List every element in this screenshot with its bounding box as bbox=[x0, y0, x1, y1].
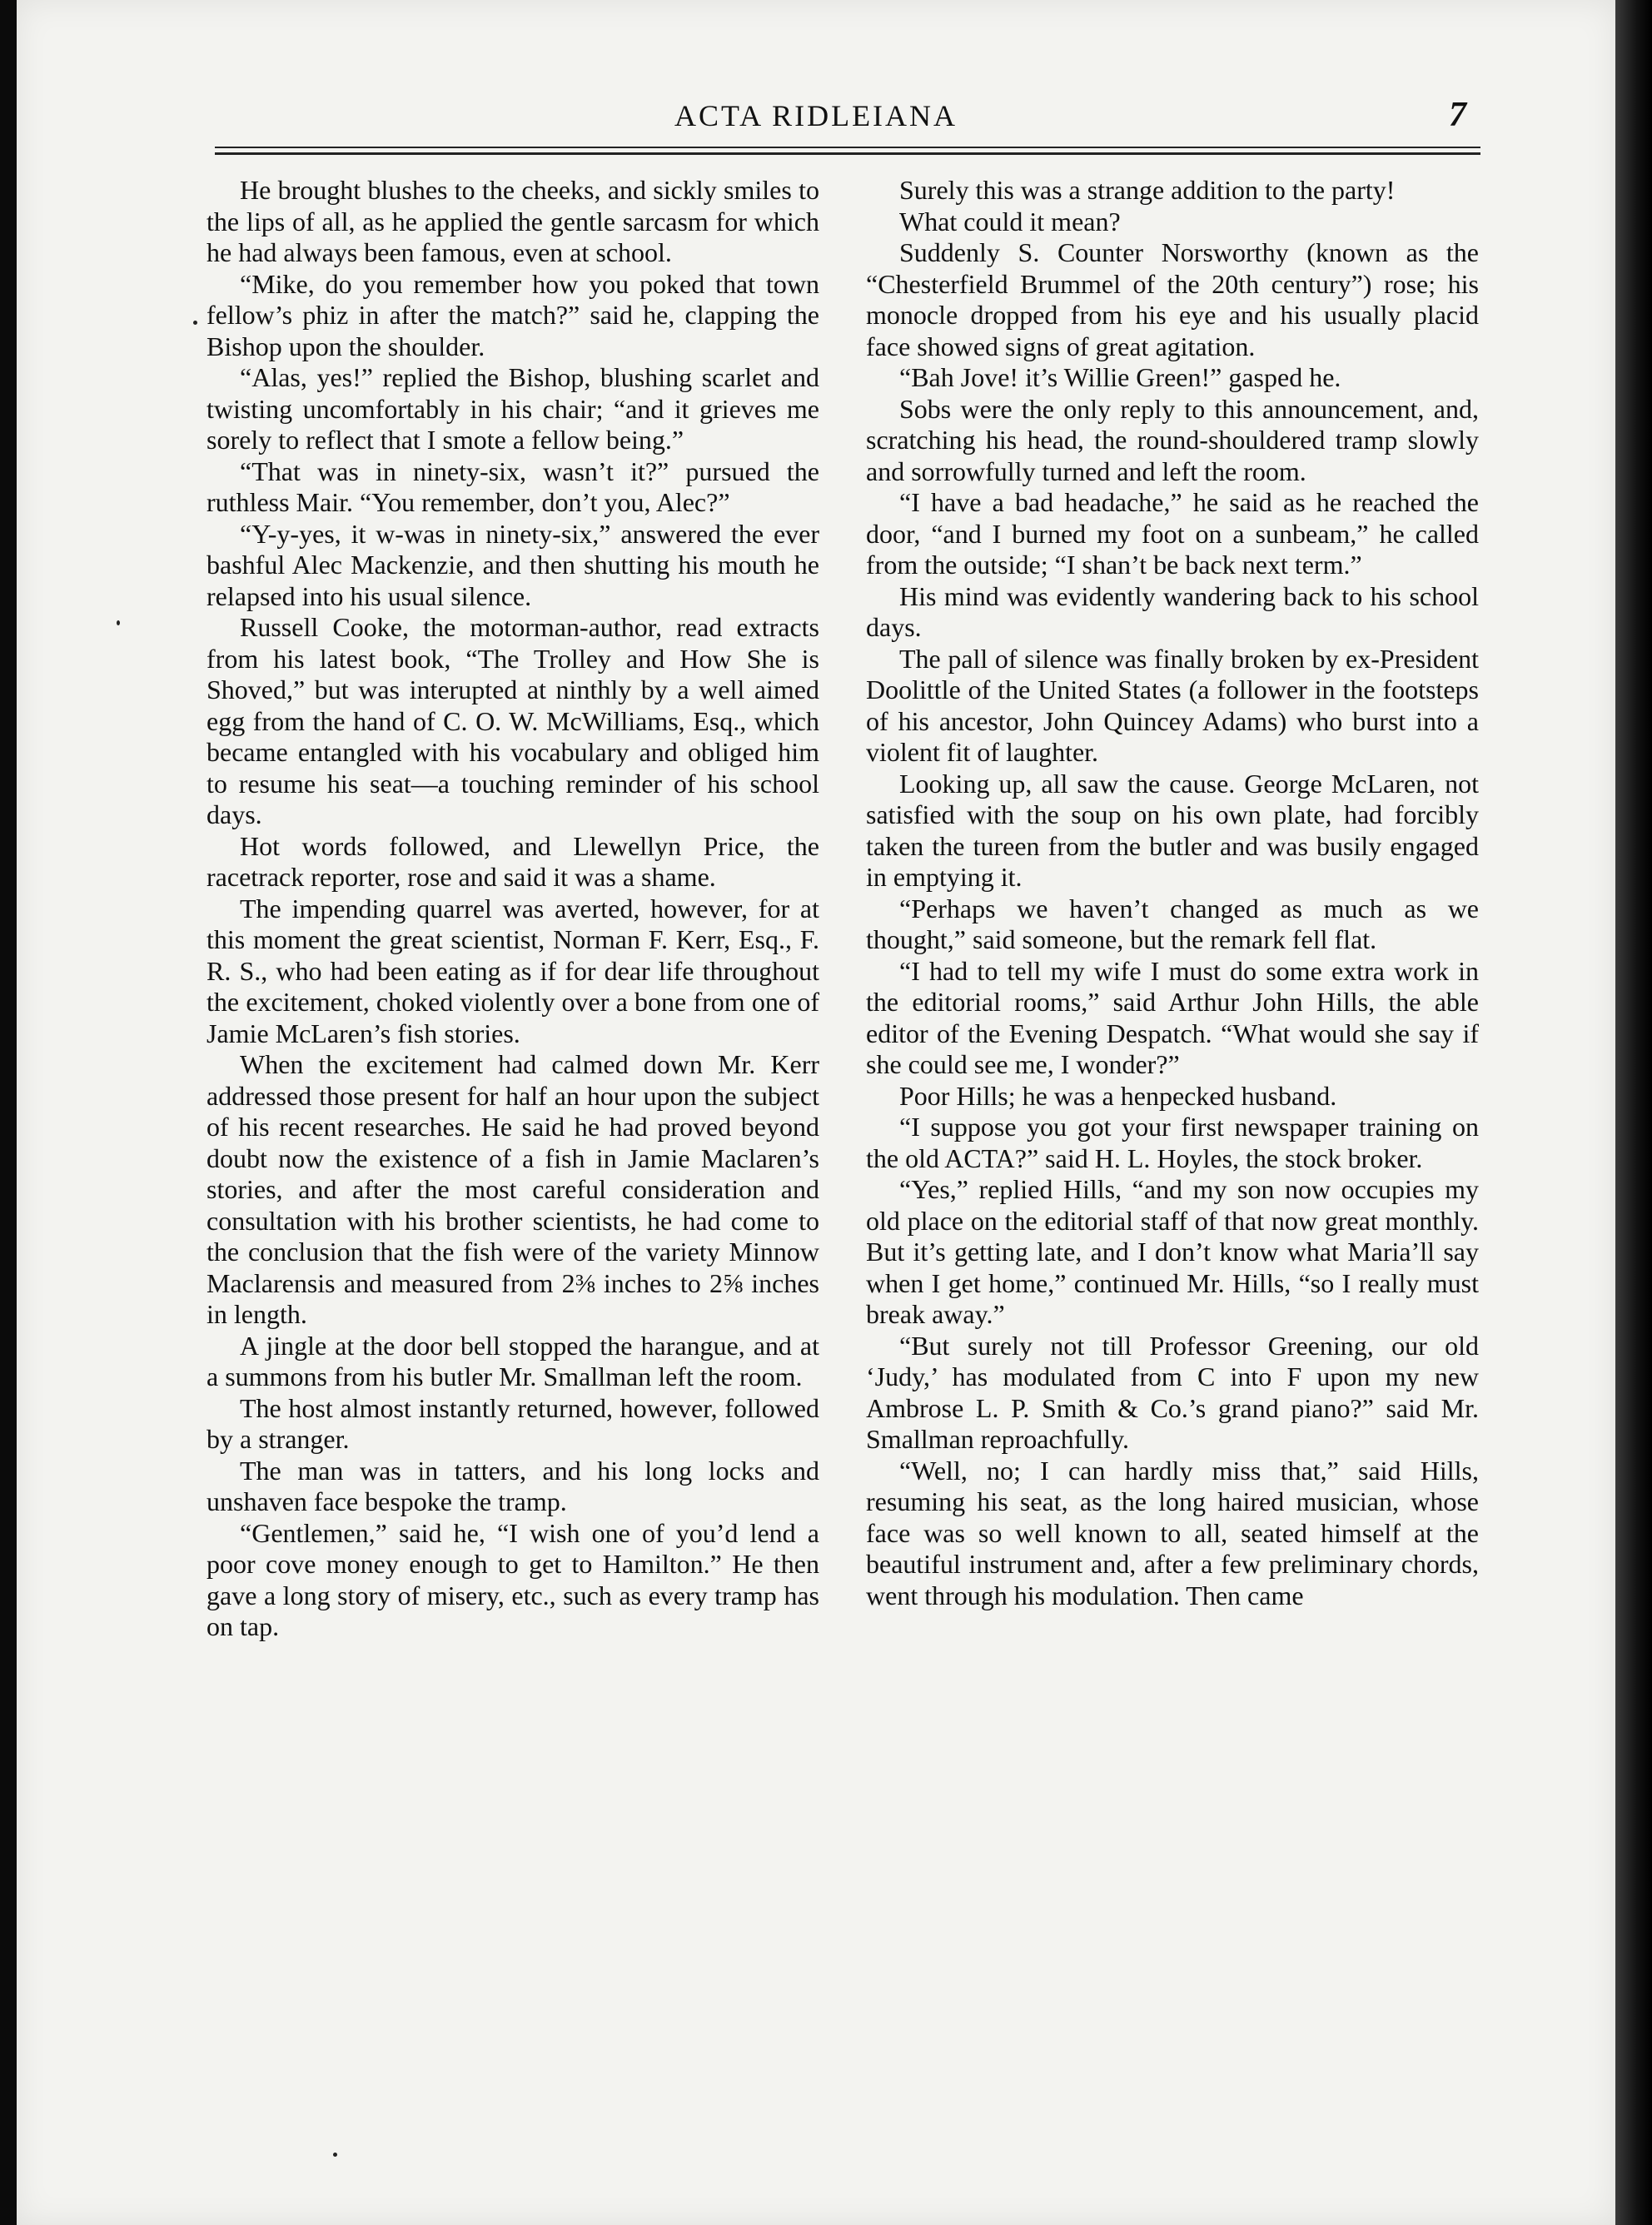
print-speck bbox=[117, 620, 120, 625]
page-edge bbox=[1615, 0, 1652, 2225]
print-speck bbox=[333, 2153, 337, 2157]
paragraph: “Well, no; I can hardly miss that,” said Hills, resuming his seat, as the long haired musician, whose face was so well known to all, seated himself at the beautiful instrument and, after a few preliminary chords, went through his modulation. Then came bbox=[866, 1455, 1479, 1610]
header-rule bbox=[215, 147, 1480, 148]
paragraph: Sobs were the only reply to this announcement, and, scratching his head, the round-shouldered tramp slowly and sorrowfully turned and left the room. bbox=[866, 393, 1479, 486]
paragraph: “Alas, yes!” replied the Bishop, blushing scarlet and twisting uncomfortably in his chair; “and it grieves me sorely to reflect that I smote a fellow being.” bbox=[206, 362, 819, 455]
paragraph: The pall of silence was finally broken by ex-President Doolittle of the United States (a follower in the footsteps of his ancestor, John Quincey Adams) who burst into a violent fit of laughter. bbox=[866, 643, 1479, 767]
paragraph: “I have a bad headache,” he said as he reached the door, “and I burned my foot on a sunbeam,” he called from the outside; “I shan’t be back next term.” bbox=[866, 487, 1479, 580]
paragraph: His mind was evidently wandering back to his school days. bbox=[866, 580, 1479, 642]
page bbox=[17, 0, 1615, 2225]
paragraph: What could it mean? bbox=[899, 206, 1121, 236]
right-column bbox=[866, 175, 1479, 1611]
paragraph: “Perhaps we haven’t changed as much as we thought,” said someone, but the remark fell flat. bbox=[866, 893, 1479, 954]
paragraph: The host almost instantly returned, however, followed by a stranger. bbox=[206, 1392, 819, 1454]
left-column bbox=[206, 175, 819, 1643]
paragraph: A jingle at the door bell stopped the harangue, and at a summons from his butler Mr. Smallman left the room. bbox=[206, 1330, 819, 1391]
paragraph: When the excitement had calmed down Mr. Kerr addressed those present for half an hour upon the subject of his recent researches. He said he had proved beyond doubt now the existence of a fish in Jamie Maclaren’s stories, and after the most careful consideration and consultation with his brother scientists, he had come to the conclusion that the fish were of the variety Minnow Maclarensis and measured from 2⅜ inches to 2⅝ inches in length. bbox=[206, 1049, 819, 1329]
paragraph: “But surely not till Professor Greening, our old ‘Judy,’ has modulated from C into F upon my new Ambrose L. P. Smith & Co.’s grand piano?” said Mr. Smallman reproachfully. bbox=[866, 1330, 1479, 1454]
paragraph: He brought blushes to the cheeks, and sickly smiles to the lips of all, as he applied the gentle sarcasm for which he had always been famous, even at school. bbox=[206, 175, 819, 267]
paragraph: Russell Cooke, the motorman-author, read extracts from his latest book, “The Trolley and How She is Shoved,” but was interupted at ninthly by a well aimed egg from the hand of C. O. W. McWilliams, Esq., which became entangled with his vocabulary and obliged him to resume his seat—a touching reminder of his school days. bbox=[206, 612, 819, 829]
paragraph: Looking up, all saw the cause. George McLaren, not satisfied with the soup on his own plate, had forcibly taken the tureen from the butler and was busily engaged in emptying it. bbox=[866, 768, 1479, 892]
paragraph: “Mike, do you remember how you poked that town fellow’s phiz in after the match?” said he, clapping the Bishop upon the shoulder. bbox=[206, 268, 819, 361]
paragraph: “Gentlemen,” said he, “I wish one of you’d lend a poor cove money enough to get to Hamilton.” He then gave a long story of misery, etc., such as every tramp has on tap. bbox=[206, 1517, 819, 1641]
paragraph: “I had to tell my wife I must do some extra work in the editorial rooms,” said Arthur John Hills, the able editor of the Evening Despatch. “What would she say if she could see me, I wonder?” bbox=[866, 955, 1479, 1079]
paragraph: “That was in ninety-six, wasn’t it?” pursued the ruthless Mair. “You remember, don’t you, Alec?” bbox=[206, 455, 819, 517]
paragraph: Hot words followed, and Llewellyn Price, the racetrack reporter, rose and said it was a shame. bbox=[206, 830, 819, 892]
paragraph: “I suppose you got your first newspaper training on the old ACTA?” said H. L. Hoyles, the stock broker. bbox=[866, 1112, 1479, 1173]
paragraph: The man was in tatters, and his long locks and unshaven face bespoke the tramp. bbox=[206, 1455, 819, 1516]
paragraph: Surely this was a strange addition to the party! bbox=[899, 175, 1396, 205]
paragraph: Poor Hills; he was a henpecked husband. bbox=[899, 1080, 1337, 1111]
paragraph: The impending quarrel was averted, however, for at this moment the great scientist, Norman F. Kerr, Esq., F. R. S., who had been eating as if for dear life throughout the excitement, choked violently over a bone from one of Jamie McLaren’s fish stories. bbox=[206, 893, 819, 1048]
running-title: ACTA RIDLEIANA bbox=[674, 99, 958, 132]
paragraph: “Y-y-yes, it w-was in ninety-six,” answered the ever bashful Alec Mackenzie, and then shutting his mouth he relapsed into his usual silence. bbox=[206, 518, 819, 611]
running-header bbox=[17, 98, 1615, 148]
paragraph: “Yes,” replied Hills, “and my son now occupies my old place on the editorial staff of that now great monthly. But it’s getting late, and I don’t know what Maria’ll say when I get home,” continued Mr. Hills, “so I really must break away.” bbox=[866, 1174, 1479, 1329]
page-number: 7 bbox=[1449, 96, 1466, 134]
header-rule-double bbox=[215, 152, 1480, 155]
print-speck bbox=[193, 321, 197, 325]
paragraph: Suddenly S. Counter Norsworthy (known as the “Chesterfield Brummel of the 20th century”) rose; his monocle dropped from his eye and his usually placid face showed signs of great agitation. bbox=[866, 237, 1479, 361]
paragraph: “Bah Jove! it’s Willie Green!” gasped he. bbox=[899, 362, 1341, 392]
